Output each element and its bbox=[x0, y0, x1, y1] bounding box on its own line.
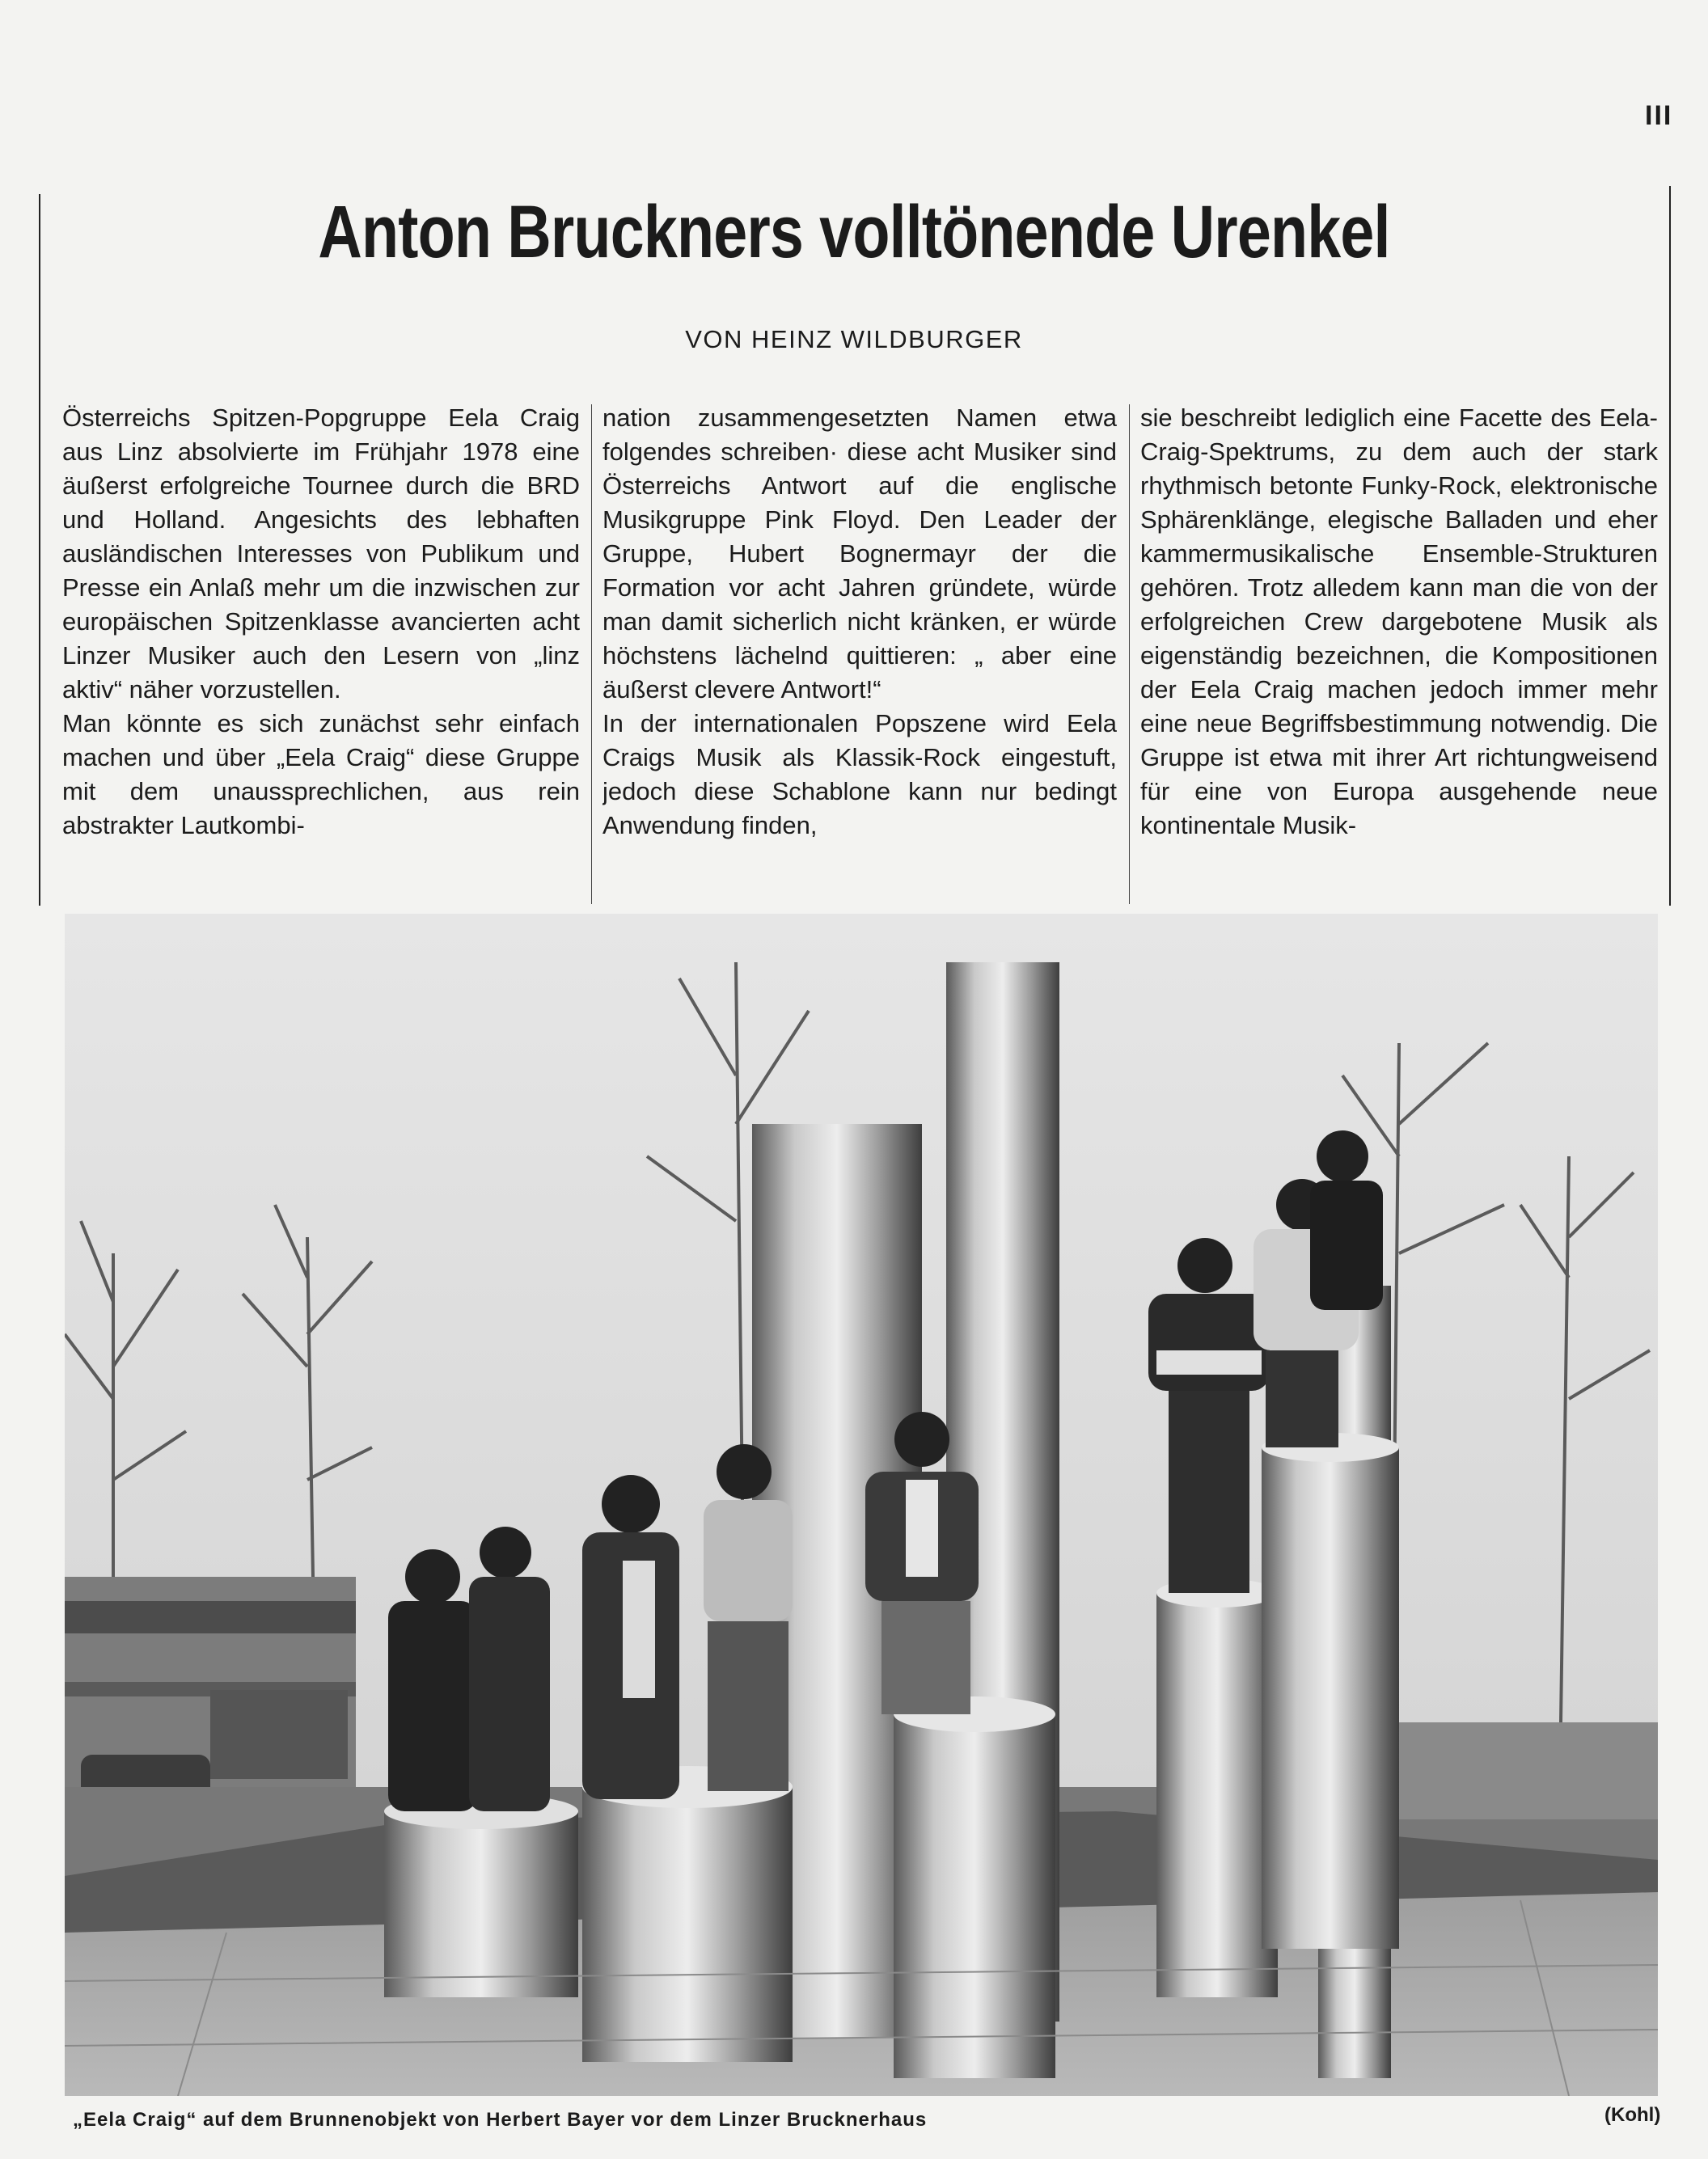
page-number: III bbox=[1645, 100, 1673, 131]
left-border-rule bbox=[39, 194, 40, 906]
column-1-paragraph-1: Österreichs Spitzen-Popgruppe Eela Craig aus Linz absolvierte im Frühjahr 1978 eine äußerst erfolgreiche Tournee durch die BRD und Holland. Angesichts des lebhaften ausländischen Interesses von Publikum und Presse ein Anlaß mehr um die inzwischen zur europäischen Spitzenklasse avancierten acht Linzer Musiker auch den Lesern von „linz aktiv“ näher vorzustellen. bbox=[62, 403, 580, 703]
article-column-2 bbox=[602, 401, 1117, 919]
photo-caption: „Eela Craig“ auf dem Brunnenobjekt von Herbert Bayer vor dem Linzer Brucknerhaus bbox=[73, 2109, 928, 2131]
column-divider bbox=[1129, 404, 1130, 904]
right-border-rule bbox=[1669, 186, 1671, 906]
column-2-paragraph-1: nation zusammengesetzten Namen etwa folgendes schreiben· diese acht Musiker sind Österreichs Antwort auf die englische Musikgruppe Pink Floyd. Den Leader der Gruppe, Hubert Bognermayr der die Formation vor acht Jahren gründete, würde man damit sicherlich nicht kränken, er würde höchstens lächelnd quittieren: „ aber eine äußerst clevere Antwort!“ bbox=[602, 403, 1117, 703]
byline: VON HEINZ WILDBURGER bbox=[685, 325, 1023, 353]
column-2-paragraph-2: In der internationalen Popszene wird Eela Craigs Musik als Klassik-Rock eingestuft, jedoch diese Schablone kann nur bedingt Anwendung finden, bbox=[602, 709, 1117, 839]
headline: Anton Bruckners volltönende Urenkel bbox=[318, 191, 1390, 273]
band-photo bbox=[65, 914, 1658, 2096]
article-column-3 bbox=[1140, 401, 1658, 919]
column-1-paragraph-2: Man könnte es sich zunächst sehr einfach machen und über „Eela Craig“ diese Gruppe mit dem unaussprechlichen, aus rein abstrakter Lautkombi- bbox=[62, 709, 580, 839]
article-column-1 bbox=[62, 401, 580, 919]
photo-credit: (Kohl) bbox=[1604, 2104, 1661, 2126]
column-divider bbox=[591, 404, 592, 904]
column-3-paragraph-1: sie beschreibt lediglich eine Facette des Eela-Craig-Spektrums, zu dem auch der stark rhythmisch betonte Funky-Rock, elektronische Sphärenklänge, elegische Balladen und eher kammermusikalische Ensemble-Strukturen gehören. Trotz alledem kann man die von der erfolgreichen Crew dargebotene Musik als eigenständig bezeichnen, die Kompositionen der Eela Craig machen jedoch immer mehr eine neue Begriffsbestimmung notwendig. Die Gruppe ist etwa mit ihrer Art richtungweisend für eine von Europa ausgehende neue kontinentale Musik- bbox=[1140, 403, 1658, 839]
